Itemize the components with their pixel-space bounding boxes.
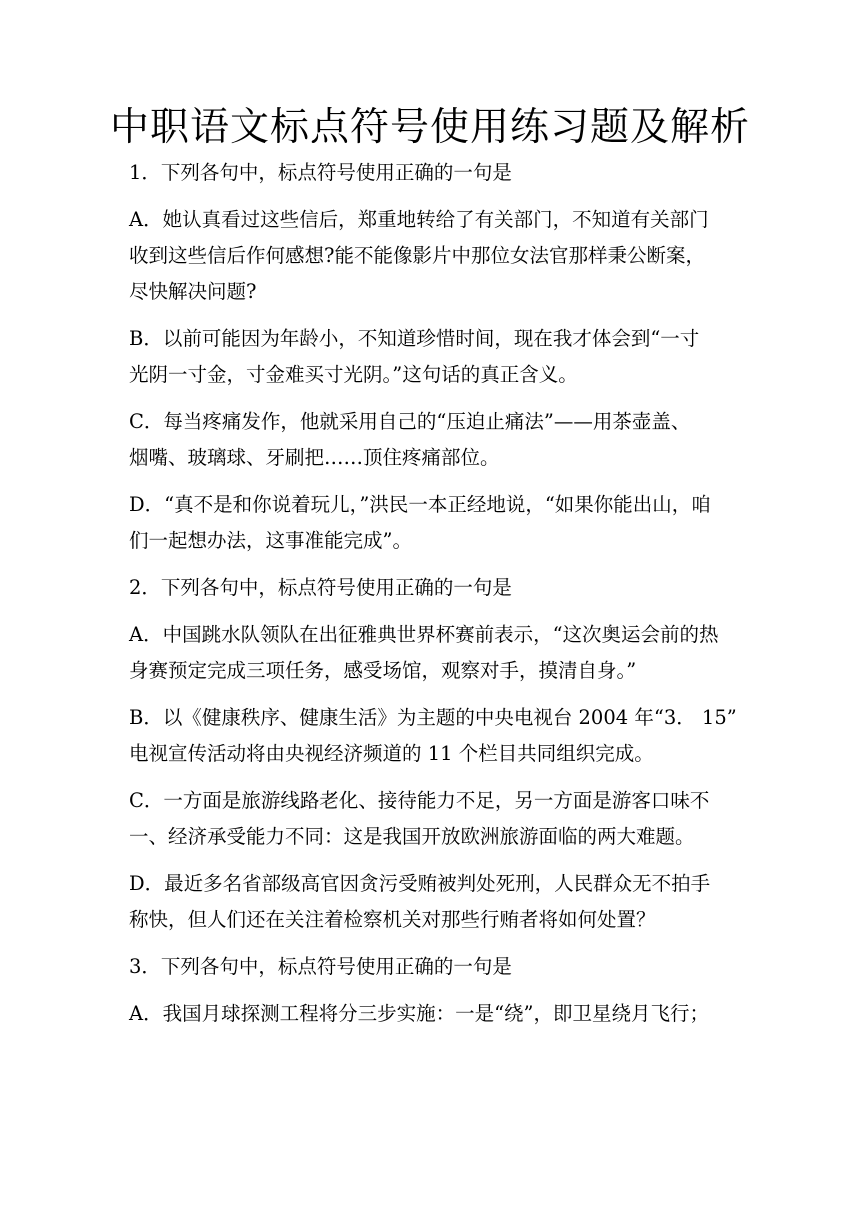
question-1-option-a-line-3: 尽快解决问题? [129,280,257,303]
question-2-option-d-line-2: 称快，但人们还在关注着检察机关对那些行贿者将如何处置？ [129,908,656,931]
question-1-stem: 1．下列各句中，标点符号使用正确的一句是 [129,161,512,184]
question-2-option-c-line-2: 一、经济承受能力不同：这是我国开放欧洲旅游面临的两大难题。 [129,825,695,848]
question-1-option-b-line-2: 光阴一寸金，寸金难买寸光阴。”这句话的真正含义。 [129,363,578,386]
question-2-option-a-line-2: 身赛预定完成三项任务，感受场馆，观察对手，摸清自身。” [129,659,637,682]
question-1-option-d-line-2: 们一起想办法，这事准能完成”。 [129,529,412,552]
question-1-option-c-line-1: C．每当疼痛发作，他就采用自己的“压迫止痛法”——用茶壶盖、 [129,410,691,433]
question-2-option-b-line-2: 电视宣传活动将由央视经济频道的 11 个栏目共同组织完成。 [129,742,654,765]
question-3-stem: 3．下列各句中，标点符号使用正确的一句是 [129,955,512,978]
question-1-option-c-line-2: 烟嘴、玻璃球、牙刷把……顶住疼痛部位。 [129,446,500,469]
question-2-option-a-line-1: A．中国跳水队领队在出征雅典世界杯赛前表示，“这次奥运会前的热 [129,623,719,646]
question-1-option-a-line-2: 收到这些信后作何感想?能不能像影片中那位女法官那样秉公断案， [129,244,705,267]
question-1-option-d-line-1: D．“真不是和你说着玩儿，”洪民一本正经地说，“如果你能出山，咱 [129,493,711,516]
question-3-option-a-line-1: A．我国月球探测工程将分三步实施：一是“绕”，即卫星绕月飞行； [129,1002,710,1025]
document-body [129,155,741,1032]
document-title: 中职语文标点符号使用练习题及解析 [109,105,750,150]
question-1-option-b-line-1: B．以前可能因为年龄小，不知道珍惜时间，现在我才体会到“一寸 [129,327,700,350]
question-2-option-b-line-1: B．以《健康秩序、健康生活》为主题的中央电视台 2004 年“3． 15” [129,706,737,729]
question-2-stem: 2．下列各句中，标点符号使用正确的一句是 [129,576,512,599]
question-2-option-c-line-1: C．一方面是旅游线路老化、接待能力不足，另一方面是游客口味不 [129,789,710,812]
question-1-option-a-line-1: A．她认真看过这些信后，郑重地转给了有关部门，不知道有关部门 [129,208,709,231]
question-2-option-d-line-1: D．最近多名省部级高官因贪污受贿被判处死刑，人民群众无不拍手 [129,872,711,895]
